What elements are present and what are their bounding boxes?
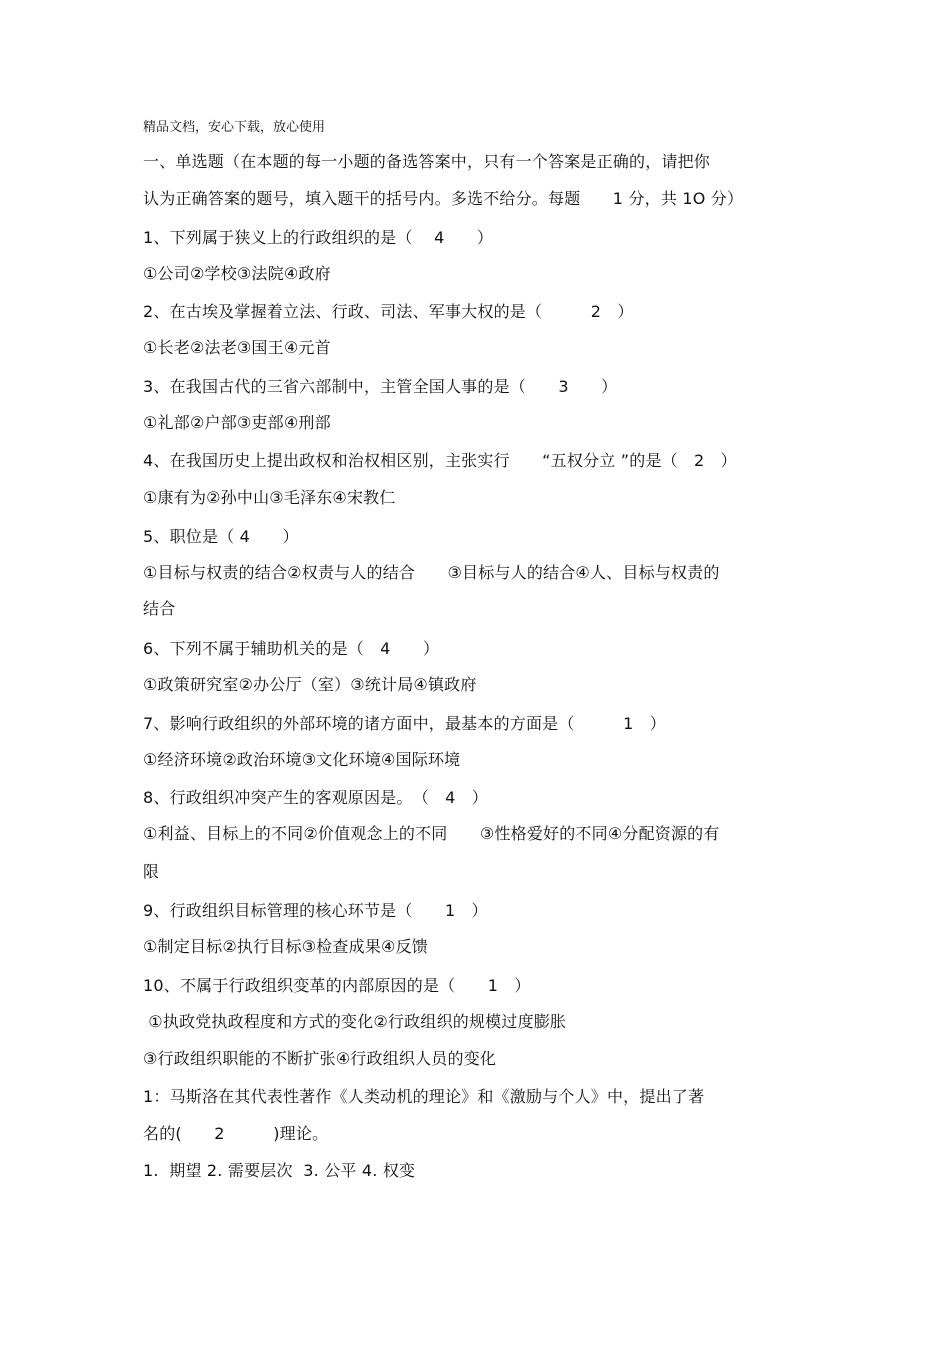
question-6-options: ①政策研究室②办公厅（室）③统计局④镇政府 [143,675,477,694]
question-9: 9、行政组织目标管理的核心环节是（ 1 ） [143,901,488,920]
section-heading-line-1: 一、单选题（在本题的每一小题的备选答案中，只有一个答案是正确的，请把你 [143,152,711,171]
question-2: 2、在古埃及掌握着立法、行政、司法、军事大权的是（ 2 ） [143,302,634,321]
question-4: 4、在我国历史上提出政权和治权相区别，主张实行 “五权分立 ”的是（ 2 ） [143,451,737,470]
question-9-options: ①制定目标②执行目标③检查成果④反馈 [143,937,428,956]
question-extra-1: 1：马斯洛在其代表性著作《人类动机的理论》和《激励与个人》中，提出了著 [143,1087,705,1106]
question-8-options-cont: 限 [143,862,160,881]
question-10-options: ①执政党执政程度和方式的变化②行政组织的规模过度膨胀 [143,1012,567,1031]
question-1: 1、下列属于狭义上的行政组织的是（ 4 ） [143,228,494,247]
question-10: 10、不属于行政组织变革的内部原因的是（ 1 ） [143,976,531,995]
question-3-options: ①礼部②户部③吏部④刑部 [143,413,331,432]
header-note: 精品文档，安心下载，放心使用 [143,120,326,135]
question-extra-1-options: 1. 期望 2. 需要层次 3. 公平 4. 权变 [143,1161,416,1180]
question-4-options: ①康有为②孙中山③毛泽东④宋教仁 [143,488,396,507]
question-5-options-cont: 结合 [143,599,176,618]
question-2-options: ①长老②法老③国王④元首 [143,338,331,357]
question-10-options-cont: ③行政组织职能的不断扩张④行政组织人员的变化 [143,1049,497,1068]
question-7: 7、影响行政组织的外部环境的诸方面中，最基本的方面是（ 1 ） [143,714,666,733]
question-5-options: ①目标与权责的结合②权责与人的结合 ③目标与人的结合④人、目标与权责的 [143,563,720,582]
section-heading-line-2: 认为正确答案的题号，填入题干的括号内。多选不给分。每题 1 分，共 1O 分） [143,189,744,208]
question-3: 3、在我国古代的三省六部制中，主管全国人事的是（ 3 ） [143,377,618,396]
question-1-options: ①公司②学校③法院④政府 [143,264,331,283]
question-5: 5、职位是（ 4 ） [143,527,299,546]
question-6: 6、下列不属于辅助机关的是（ 4 ） [143,639,440,658]
question-8-options: ①利益、目标上的不同②价值观念上的不同 ③性格爱好的不同④分配资源的有 [143,824,720,843]
question-8: 8、行政组织冲突产生的客观原因是。 （ 4 ） [143,788,488,807]
question-7-options: ①经济环境②政治环境③文化环境④国际环境 [143,750,461,769]
question-extra-1-cont: 名的( 2 )理论。 [143,1124,329,1143]
